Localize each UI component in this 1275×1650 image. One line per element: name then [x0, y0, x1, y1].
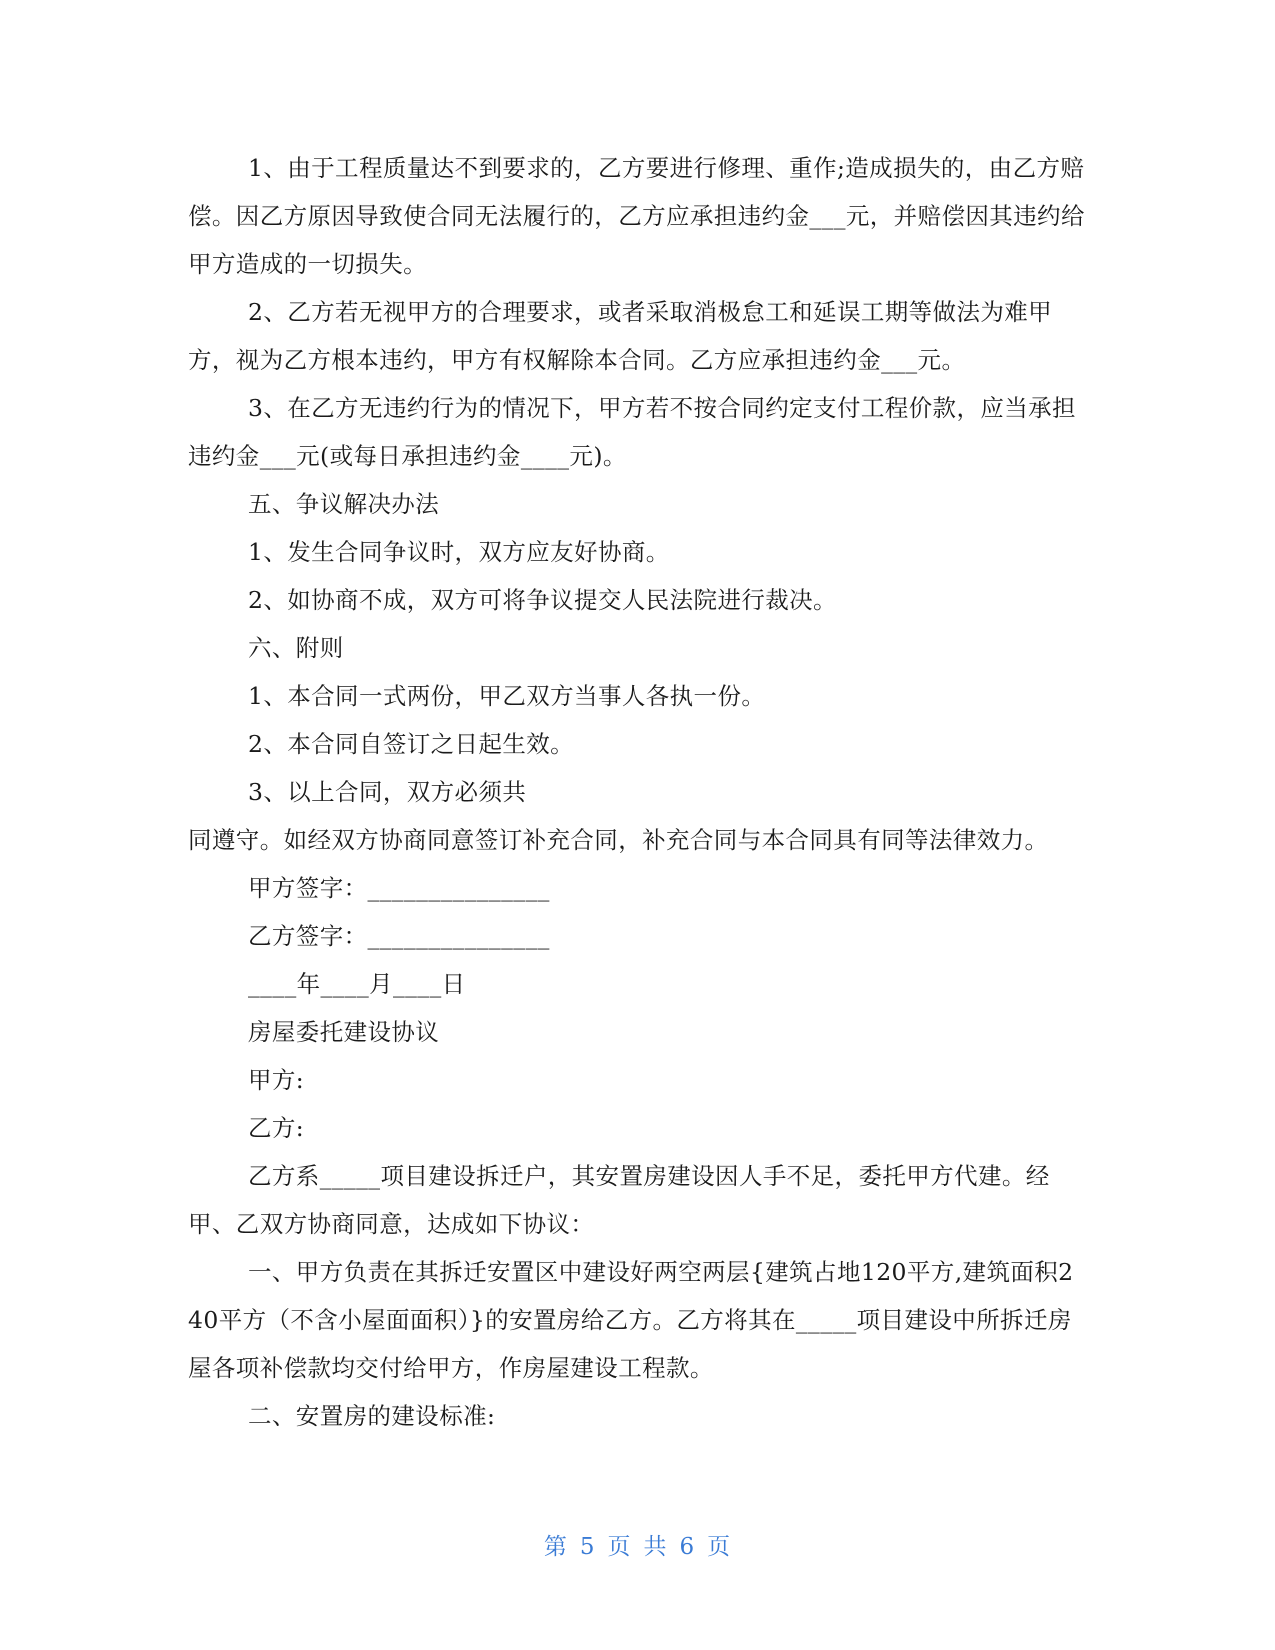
paragraph-19: 一、甲方负责在其拆迁安置区中建设好两空两层{建筑占地120平方,建筑面积240平方（不含小屋面面积）}的安置房给乙方。乙方将其在_____项目建设中所拆迁房屋各项补偿款均交付给甲方，作房屋建设工程款。: [188, 1258, 1074, 1382]
party-b-label: 乙方:: [248, 1114, 305, 1142]
footer-total-word: 共: [643, 1534, 668, 1560]
total-page-number: 6: [679, 1534, 696, 1560]
paragraph-8: 1、本合同一式两份，甲乙双方当事人各执一份。: [248, 682, 766, 710]
agreement-title: 房屋委托建设协议: [248, 1018, 440, 1046]
paragraph-10: 3、以上合同，双方必须共: [248, 778, 527, 806]
footer-prefix: 第: [543, 1534, 568, 1560]
footer-page-word: 页: [607, 1534, 632, 1560]
section-heading-dispute: 五、争议解决办法: [248, 490, 440, 518]
paragraph-11: 同遵守。如经双方协商同意签订补充合同，补充合同与本合同具有同等法律效力。: [188, 826, 1049, 854]
paragraph-3: 3、在乙方无违约行为的情况下，甲方若不按合同约定支付工程价款，应当承担违约金___元(或每日承担违约金____元)。: [188, 394, 1076, 470]
page-footer: [0, 1528, 1275, 1561]
current-page-number: 5: [579, 1534, 596, 1560]
paragraph-9: 2、本合同自签订之日起生效。: [248, 730, 575, 758]
paragraph-1: 1、由于工程质量达不到要求的，乙方要进行修理、重作;造成损失的，由乙方赔偿。因乙方原因导致使合同无法履行的，乙方应承担违约金___元，并赔偿因其违约给甲方造成的一切损失。: [188, 154, 1085, 278]
party-a-label: 甲方:: [248, 1066, 305, 1094]
section-heading-appendix: 六、附则: [248, 634, 344, 662]
paragraph-6: 2、如协商不成，双方可将争议提交人民法院进行裁决。: [248, 586, 837, 614]
signature-party-a: 甲方签字：_______________: [248, 874, 550, 902]
document-body: [188, 144, 1088, 1440]
paragraph-18: 乙方系_____项目建设拆迁户，其安置房建设因人手不足，委托甲方代建。经甲、乙双方协商同意，达成如下协议：: [188, 1162, 1050, 1238]
paragraph-2: 2、乙方若无视甲方的合理要求，或者采取消极怠工和延误工期等做法为难甲方，视为乙方根本违约，甲方有权解除本合同。乙方应承担违约金___元。: [188, 298, 1053, 374]
signature-date: ____年____月____日: [248, 970, 466, 998]
paragraph-20: 二、安置房的建设标准:: [248, 1402, 496, 1430]
signature-party-b: 乙方签字：_______________: [248, 922, 550, 950]
paragraph-5: 1、发生合同争议时，双方应友好协商。: [248, 538, 670, 566]
footer-suffix: 页: [707, 1534, 732, 1560]
